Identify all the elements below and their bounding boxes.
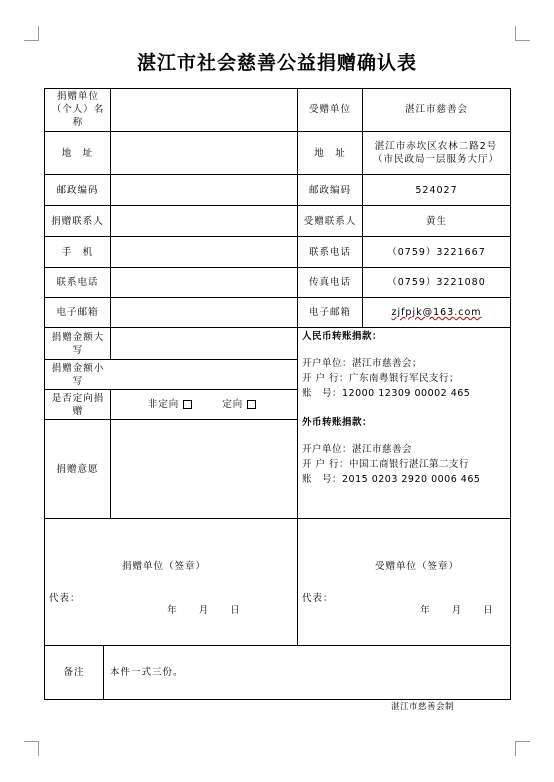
recipient-rep-label: 代表： — [302, 592, 334, 604]
recipient-email-value[interactable]: zjfpjk@163.com — [391, 307, 482, 318]
donor-postcode-field[interactable] — [111, 175, 297, 205]
mobile-field[interactable] — [111, 237, 297, 267]
directed-option-label: 定向 — [222, 399, 244, 410]
donor-phone-label: 联系电话 — [56, 277, 99, 288]
rmb-transfer-info — [302, 329, 508, 401]
rmb-account-name: 开户单位：湛江市慈善会； — [302, 358, 423, 369]
fx-heading: 外币转账捐款： — [302, 417, 373, 428]
rmb-account-number: 账 号：12000 12309 00002 465 — [302, 388, 471, 399]
recipient-seal-label: 受赠单位（签章） — [374, 560, 459, 572]
non-directed-checkbox[interactable] — [183, 400, 192, 409]
recipient-contact-value: 黄生 — [425, 215, 447, 227]
confirmation-table — [44, 88, 511, 700]
donor-address-field[interactable] — [111, 132, 297, 174]
crop-mark-bottom-left — [24, 741, 39, 756]
crop-mark-top-right — [515, 26, 530, 41]
donor-seal-label: 捐赠单位（签章） — [121, 560, 206, 572]
address-label: 地 址 — [61, 147, 94, 159]
amount-lower-label: 捐赠金额小写 — [51, 362, 105, 387]
intent-field[interactable] — [111, 420, 297, 518]
amount-lower-field[interactable] — [111, 360, 297, 389]
directed-label: 是否定向捐赠 — [51, 392, 105, 417]
rmb-bank: 开 户 行：广东南粤银行军民支行； — [302, 373, 460, 384]
intent-label: 捐赠意愿 — [56, 463, 99, 475]
crop-mark-top-left — [24, 26, 39, 41]
fax-value: （0759）3221080 — [387, 277, 486, 288]
recipient-unit-value: 湛江市慈善会 — [404, 104, 468, 115]
form-title: 湛江市社会慈善公益捐赠确认表 — [136, 52, 417, 74]
rmb-heading: 人民币转账捐款： — [302, 331, 383, 342]
recipient-unit-label: 受赠单位 — [308, 104, 351, 115]
recipient-address-value: 湛江市赤坎区农林二路2号（市民政局一层服务大厅） — [372, 141, 499, 165]
recipient-address-label: 地 址 — [314, 147, 346, 159]
recipient-date: 年 月 日 — [420, 604, 494, 616]
non-directed-label: 非定向 — [147, 399, 180, 410]
directed-options — [111, 390, 297, 419]
recipient-postcode-value: 524027 — [415, 184, 458, 196]
donor-email-field[interactable] — [111, 298, 297, 327]
remarks-label: 备注 — [63, 667, 85, 678]
directed-checkbox[interactable] — [247, 400, 256, 409]
phone-label: 联系电话 — [308, 246, 351, 258]
fx-bank: 开 户 行：中国工商银行湛江第二支行 — [302, 459, 470, 470]
postcode-label: 邮政编码 — [56, 184, 99, 196]
donor-contact-label: 捐赠联系人 — [51, 215, 104, 227]
mobile-label: 手 机 — [61, 246, 94, 258]
donor-email-label: 电子邮箱 — [56, 307, 99, 318]
recipient-email-label: 电子邮箱 — [308, 307, 351, 318]
phone-value: （0759）3221667 — [387, 246, 486, 258]
amount-upper-field[interactable] — [111, 328, 297, 359]
fax-label: 传真电话 — [308, 277, 351, 288]
donor-rep-label: 代表： — [49, 592, 81, 604]
remarks-value: 本件一式三份。 — [110, 667, 184, 678]
recipient-postcode-label: 邮政编码 — [308, 184, 351, 196]
fx-account-name: 开户单位：湛江市慈善会 — [302, 444, 413, 455]
recipient-contact-label: 受赠联系人 — [303, 215, 357, 227]
donor-contact-field[interactable] — [111, 206, 297, 236]
crop-mark-bottom-right — [515, 741, 530, 756]
donor-unit-label: 捐赠单位（个人）名称 — [51, 91, 105, 128]
donor-date: 年 月 日 — [167, 604, 241, 616]
footer-issuer: 湛江市慈善会制 — [391, 702, 455, 712]
donor-unit-field[interactable] — [111, 88, 297, 131]
donor-phone-field[interactable] — [111, 268, 297, 297]
recipient-email-cell — [363, 298, 510, 327]
amount-upper-label: 捐赠金额大写 — [51, 331, 105, 356]
fx-transfer-info — [302, 415, 508, 487]
fx-account-number: 账 号：2015 0203 2920 0006 465 — [302, 474, 481, 485]
